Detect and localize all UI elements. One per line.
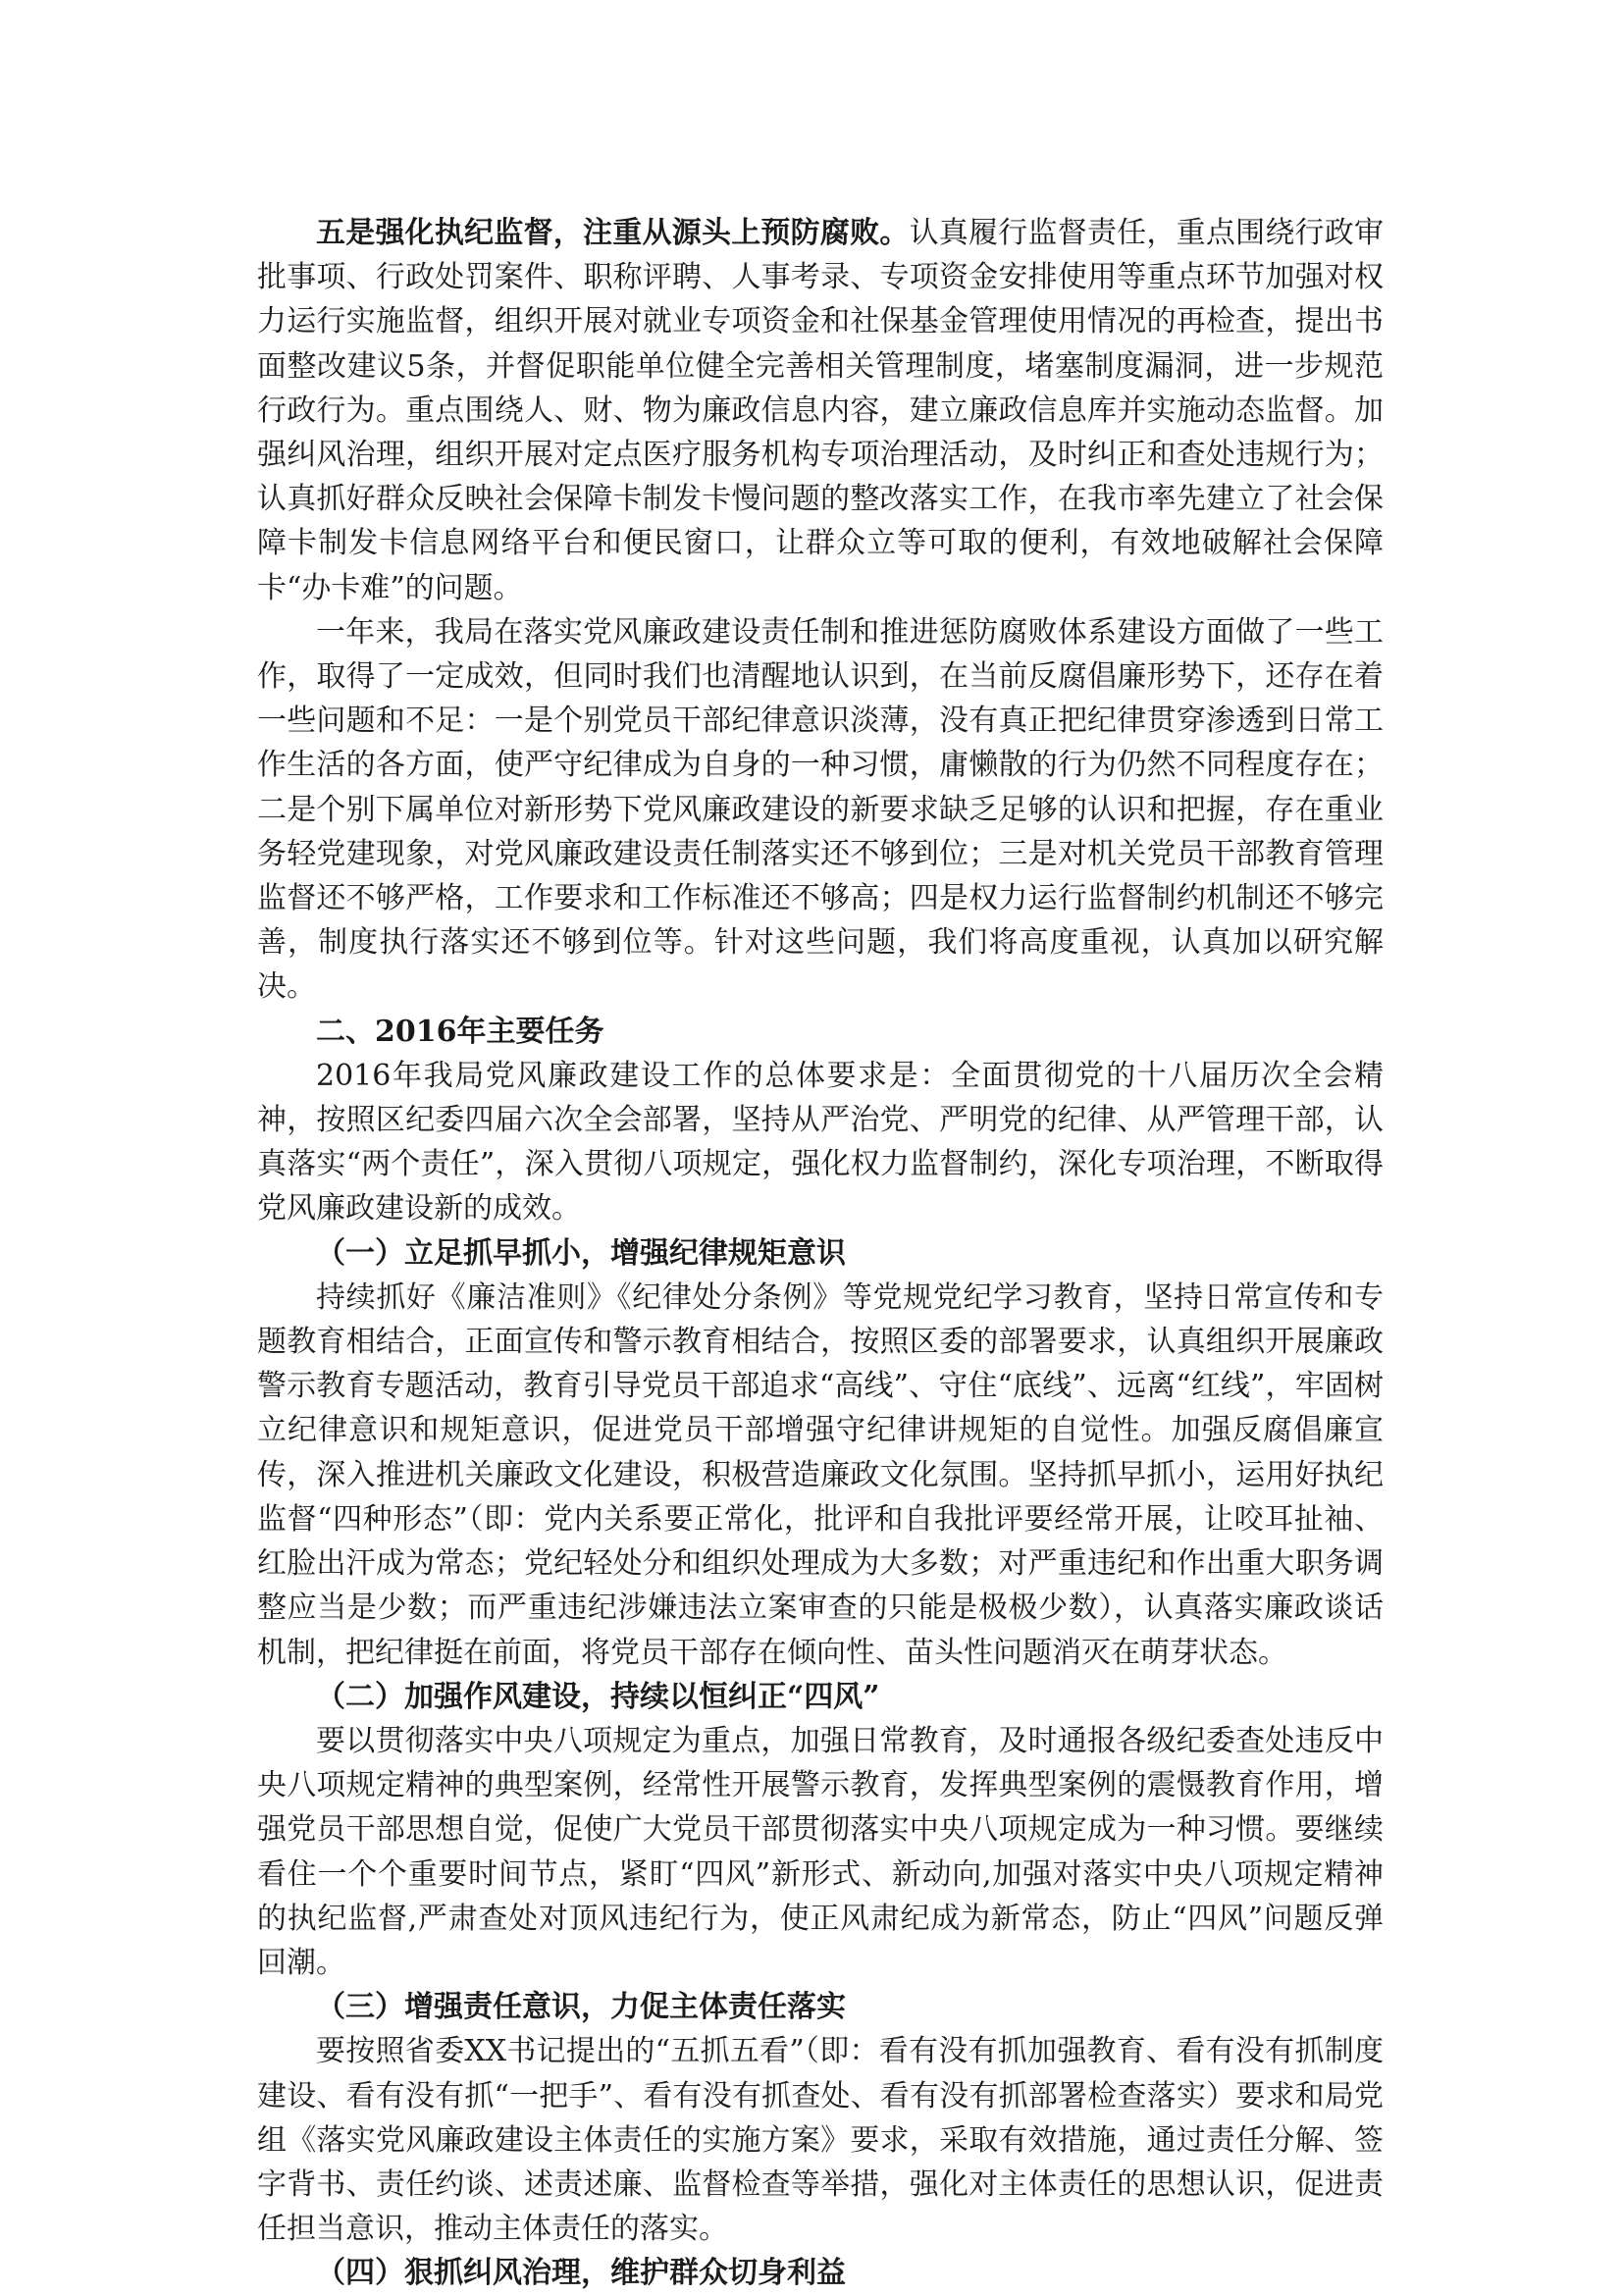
subsection-body-3: 要按照省委XX书记提出的“五抓五看”（即：看有没有抓加强教育、看有没有抓制度建设、看有没有抓“一把手”、看有没有抓查处、看有没有抓部署检查落实）要求和局党组《落实党风廉政建设主体责任的实施方案》要求，采取有效措施，通过责任分解、签字背书、责任约谈、述责述廉、监督检查等举措，强化对主体责任的思想认识，促进责任担当意识，推动主体责任的落实。 <box>257 2034 1384 2247</box>
paragraph-oversight <box>257 211 1384 610</box>
subsection-title-4: （四）狠抓纠风治理，维护群众切身利益 <box>316 2256 846 2291</box>
section-heading: 二、2016年主要任务 <box>316 1014 604 1049</box>
subsection-title-3: （三）增强责任意识，力促主体责任落实 <box>316 1990 846 2025</box>
paragraph-text: 认真履行监督责任，重点围绕行政审批事项、行政处罚案件、职称评聘、人事考录、专项资金安排使用等重点环节加强对权力运行实施监督，组织开展对就业专项资金和社保基金管理使用情况的再检查，提出书面整改建议5条，并督促职能单位健全完善相关管理制度，堵塞制度漏洞，进一步规范行政行为。重点围绕人、财、物为廉政信息内容，建立廉政信息库并实施动态监督。加强纠风治理，组织开展对定点医疗服务机构专项治理活动，及时纠正和查处违规行为；认真抓好群众反映社会保障卡制发卡慢问题的整改落实工作，在我市率先建立了社会保障卡制发卡信息网络平台和便民窗口，让群众立等可取的便利，有效地破解社会保障卡“办卡难”的问题。 <box>257 216 1385 605</box>
subsection-title-2: （二）加强作风建设，持续以恒纠正“四风” <box>316 1679 880 1714</box>
section-intro: 2016年我局党风廉政建设工作的总体要求是：全面贯彻党的十八届历次全会精神，按照区纪委四届六次全会部署，坚持从严治党、严明党的纪律、从严管理干部，认真落实“两个责任”，深入贯彻八项规定，强化权力监督制约，深化专项治理，不断取得党风廉政建设新的成效。 <box>257 1058 1384 1226</box>
paragraph-lead: 五是强化执纪监督，注重从源头上预防腐败。 <box>316 216 910 250</box>
subsection-body-1: 持续抓好《廉洁准则》《纪律处分条例》等党规党纪学习教育，坚持日常宣传和专题教育相结合，正面宣传和警示教育相结合，按照区委的部署要求，认真组织开展廉政警示教育专题活动，教育引导党员干部追求“高线”、守住“底线”、远离“红线”，牢固树立纪律意识和规矩意识，促进党员干部增强守纪律讲规矩的自觉性。加强反腐倡廉宣传，深入推进机关廉政文化建设，积极营造廉政文化氛围。坚持抓早抓小，运用好执纪监督“四种形态”（即：党内关系要正常化，批评和自我批评要经常开展，让咬耳扯袖、红脸出汗成为常态；党纪轻处分和组织处理成为大多数；对严重违纪和作出重大职务调整应当是少数；而严重违纪涉嫌违法立案审查的只能是极极少数），认真落实廉政谈话机制，把纪律挺在前面，将党员干部存在倾向性、苗头性问题消灭在萌芽状态。 <box>257 1279 1384 1670</box>
subsection-body-2: 要以贯彻落实中央八项规定为重点，加强日常教育，及时通报各级纪委查处违反中央八项规定精神的典型案例，经常性开展警示教育，发挥典型案例的震慑教育作用，增强党员干部思想自觉，促使广大党员干部贯彻落实中央八项规定成为一种习惯。要继续看住一个个重要时间节点，紧盯“四风”新形式、新动向,加强对落实中央八项规定精神的执纪监督,严肃查处对顶风违纪行为，使正风肃纪成为新常态，防止“四风”问题反弹回潮。 <box>257 1723 1384 1980</box>
document-body <box>257 211 1384 2296</box>
paragraph-summary: 一年来，我局在落实党风廉政建设责任制和推进惩防腐败体系建设方面做了一些工作，取得了一定成效，但同时我们也清醒地认识到，在当前反腐倡廉形势下，还存在着一些问题和不足：一是个别党员干部纪律意识淡薄，没有真正把纪律贯穿渗透到日常工作生活的各方面，使严守纪律成为自身的一种习惯，庸懒散的行为仍然不同程度存在；二是个别下属单位对新形势下党风廉政建设的新要求缺乏足够的认识和把握，存在重业务轻党建现象，对党风廉政建设责任制落实还不够到位；三是对机关党员干部教育管理监督还不够严格，工作要求和工作标准还不够高；四是权力运行监督制约机制还不够完善，制度执行落实还不够到位等。针对这些问题，我们将高度重视，认真加以研究解决。 <box>257 614 1384 1005</box>
subsection-title-1: （一）立足抓早抓小，增强纪律规矩意识 <box>316 1235 846 1271</box>
